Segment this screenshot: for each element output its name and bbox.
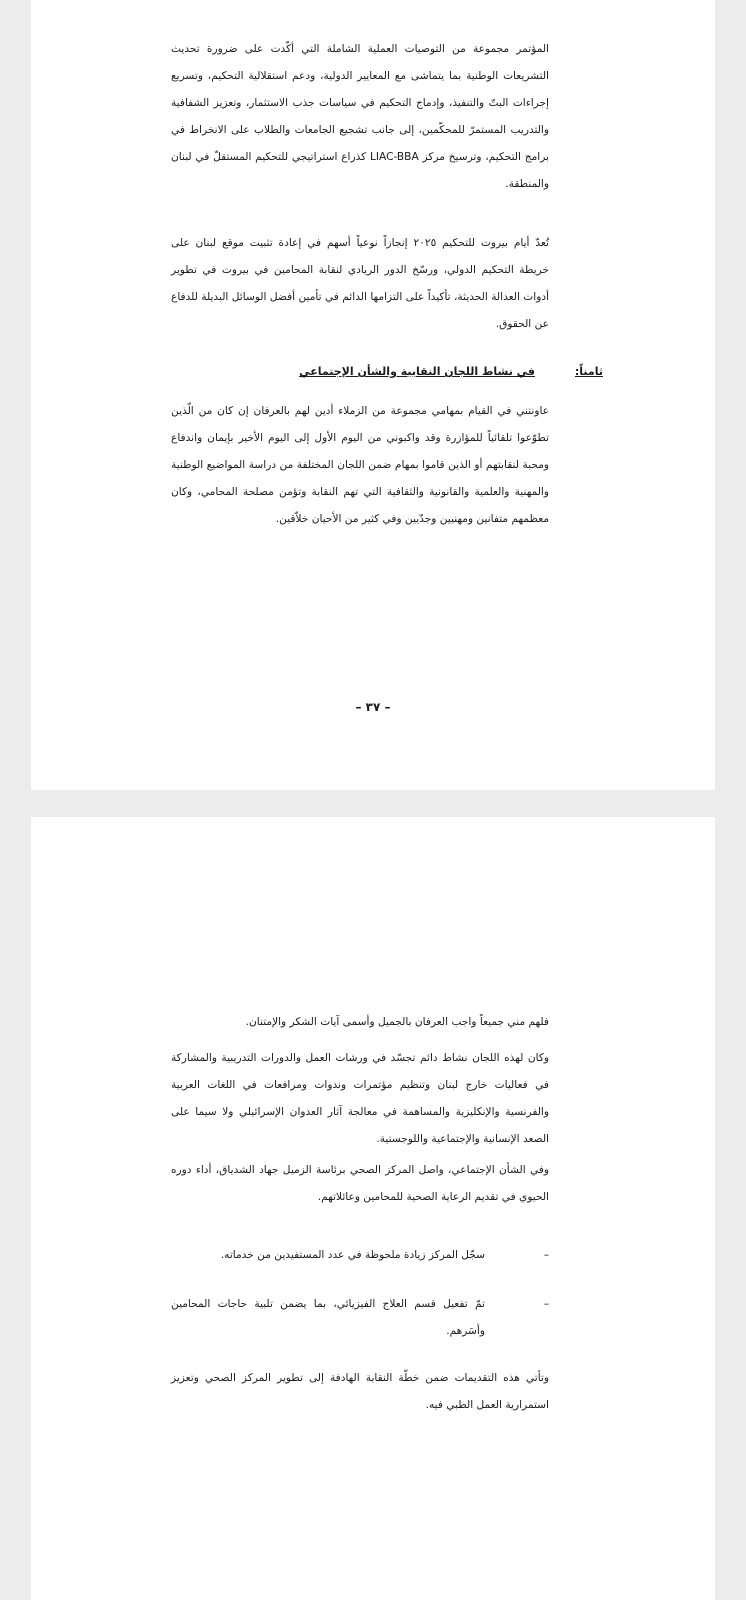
section-number: ثامناً:: [574, 365, 603, 378]
paragraph-committee-activity: وكان لهذه اللجان نشاط دائم تجسّد في ورشات العمل والدورات التدريبية والمشاركة في فعاليات خارج لبنان وتنظيم مؤتمرات وندوات ومرافعات في اللغات العربية والفرنسية والإنكليزية والمساهمة في معالجة آثار العدوان الإسرائيلي ولا سيما على الصعد الإنسانية والإجتماعية واللوجستية.: [171, 1052, 549, 1145]
list-item: [171, 1291, 549, 1345]
paragraph-committee-colleagues: عاونتني في القيام بمهامي مجموعة من الزملاء أدين لهم بالعرفان إن كان من الّذين تطوّعوا تلقائياً للمؤازرة وقد واكبوني من اليوم الأول إلى اليوم الأخير بإيمان واندفاع ومحبة لنقابتهم أو الذين قاموا بمهام ضمن اللجان المختلفة من دراسة المواضيع الوطنية والمهنية والعلمية والقانونية والثقافية التي تهم النقابة وتؤمن مصلحة المحامي، وكان معظمهم متفانين ومهنيين وجدّيين وفي كثير من الأحيان خلاّقين.: [171, 405, 549, 525]
paragraph-health-plan: وتأتي هذه التقديمات ضمن خطّة النقابة الهادفة إلى تطوير المركز الصحي وتعزيز استمرارية العمل الطبي فيه.: [171, 1372, 549, 1411]
bullet-dash: –: [543, 1249, 549, 1261]
document-page-2: [31, 817, 715, 1600]
list-item: [171, 1242, 549, 1269]
paragraph-beirut-arbitration-days: تُعدّ أيام بيروت للتحكيم ٢٠٢٥ إنجازاً نوعياً أسهم في إعادة تثبيت موقع لبنان على خريطة التحكيم الدولي، ورسّخ الدور الريادي لنقابة المحامين في بيروت في تطوير أدوات العدالة الحديثة، تأكيداً على التزامها الدائم في تأمين أفضل الوسائل البديلة للدفاع عن الحقوق.: [171, 237, 549, 330]
section-title: في نشاط اللجان النقابية والشأن الإجتماعي: [299, 365, 535, 378]
list-item-text: تمّ تفعيل قسم العلاج الفيزيائي، بما يضمن تلبية حاجات المحامين وأسَرهم.: [171, 1298, 485, 1337]
section-heading: [171, 358, 603, 386]
paragraph-conference-recommendations: المؤتمر مجموعة من التوصيات العملية الشاملة التي أكّدت على ضرورة تحديث التشريعات الوطنية بما يتماشى مع المعايير الدولية، ودعم استقلالية التحكيم، وتسريع إجراءات البتّ والتنفيذ، وإدماج التحكيم في سياسات جذب الاستثمار، وتعزيز الشفافية والتدريب المستمرّ للمحكّمين، إلى جانب تشجيع الجامعات والطلاب على الانخراط في برامج التحكيم، وترسيخ مركز LIAC-BBA كذراع استراتيجي للتحكيم المستقلّ في لبنان والمنطقة.: [171, 43, 550, 190]
paragraph-gratitude: فلهم مني جميعاً واجب العرفان بالجميل وأسمى آيات الشكر والإمتنان.: [245, 1016, 549, 1028]
bullet-dash: –: [543, 1298, 549, 1310]
list-item-text: سجّل المركز زيادة ملحوظة في عدد المستفيدين من خدماته.: [220, 1249, 485, 1261]
paragraph-health-center: وفي الشأن الإجتماعي، واصل المركز الصحي برئاسة الزميل جهاد الشدياق، أداء دوره الحيوي في تقديم الرعاية الصحية للمحامين وعائلاتهم.: [171, 1164, 549, 1203]
page-number: – ٣٧ –: [355, 700, 391, 714]
document-page-1: [31, 0, 715, 790]
